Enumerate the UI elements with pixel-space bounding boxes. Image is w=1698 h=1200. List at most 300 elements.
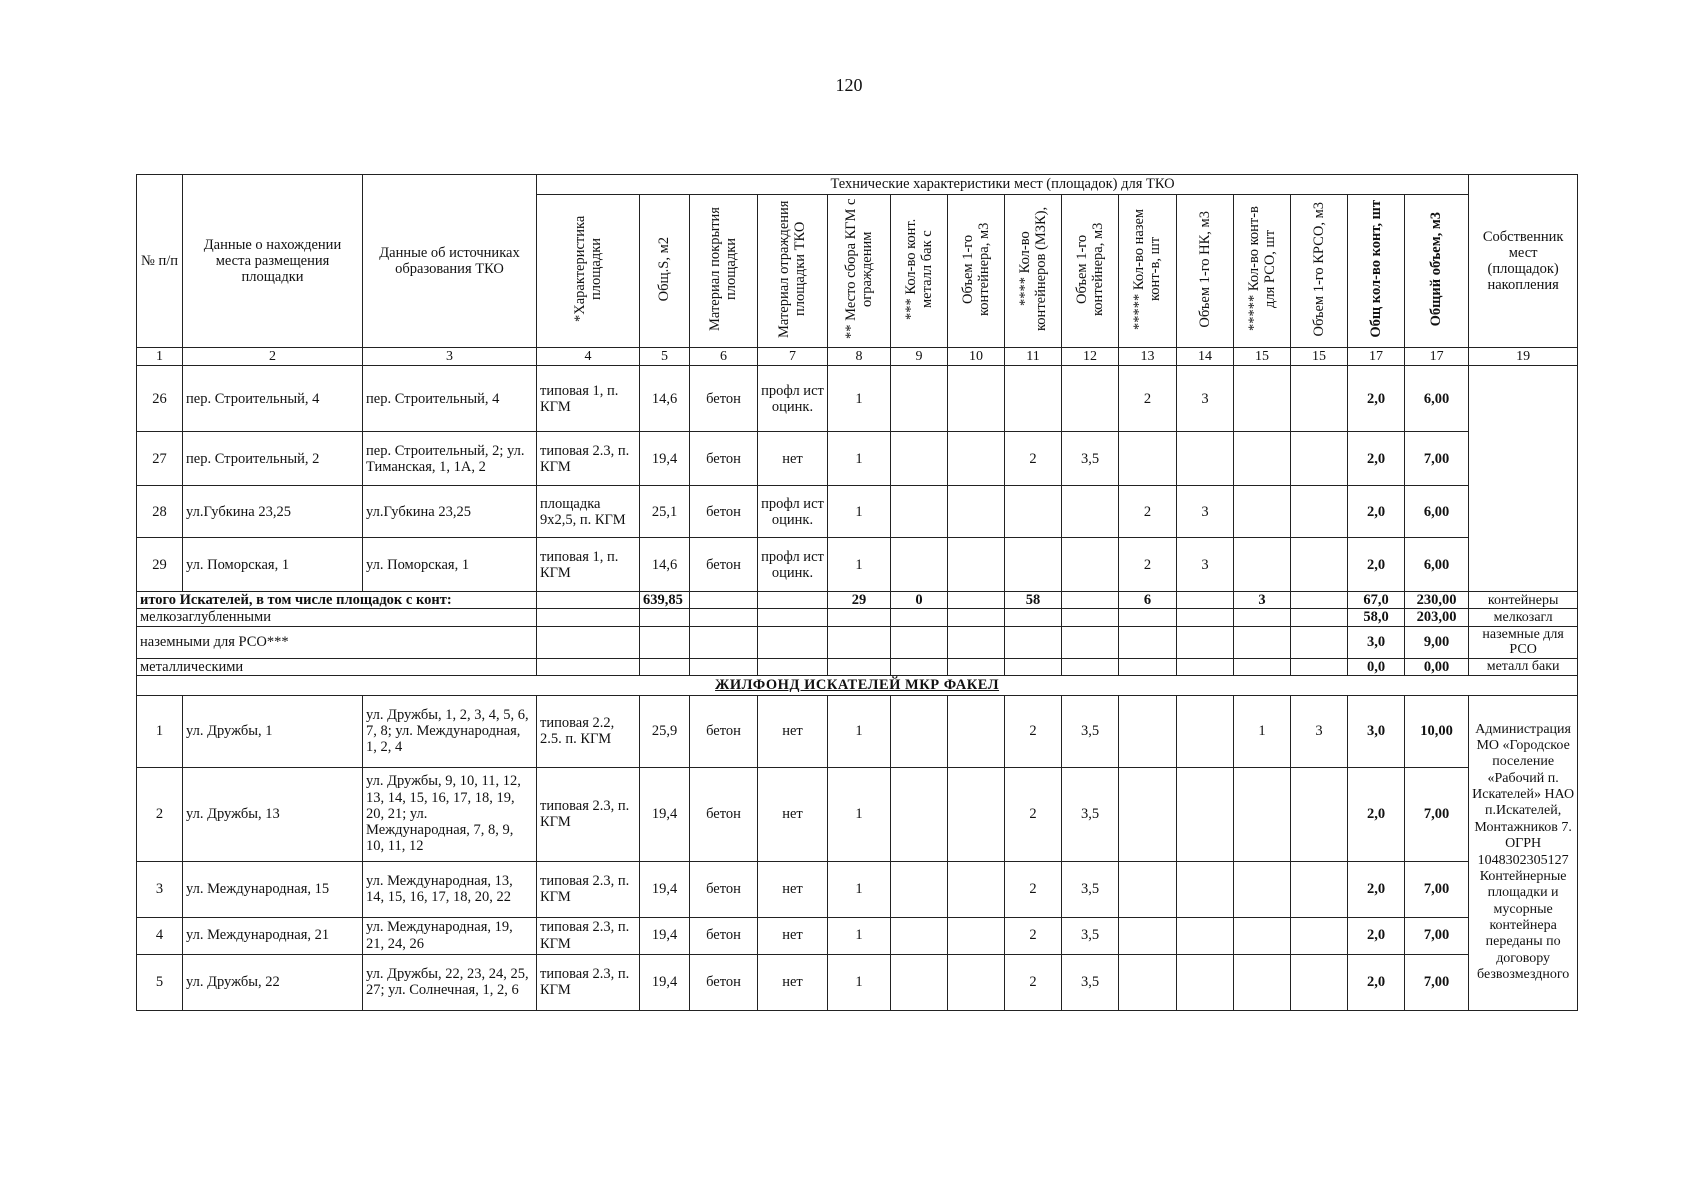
table-row: [137, 954, 1578, 1010]
cell-kgm: 1: [828, 366, 891, 432]
header-col-4: [537, 195, 640, 348]
summary-area: 639,85: [640, 592, 690, 609]
cell-place: ул. Международная, 15: [183, 861, 363, 917]
column-number: 6: [690, 348, 758, 366]
cell-area: 19,4: [640, 432, 690, 486]
cell-sources: ул. Дружбы, 22, 23, 24, 25, 27; ул. Солнечная, 1, 2, 6: [363, 954, 537, 1010]
cell-mzk: 2: [1005, 767, 1062, 861]
header-col-17: [1348, 195, 1405, 348]
cell-nk: [1119, 917, 1177, 954]
cell-fence: нет: [758, 954, 828, 1010]
cell-type: типовая 1, п. КГМ: [537, 366, 640, 432]
summary-empty-cell: [758, 609, 828, 626]
cell-kgm: 1: [828, 861, 891, 917]
column-number: 14: [1177, 348, 1234, 366]
summary-empty-cell: [1062, 626, 1119, 658]
cell-area: 14,6: [640, 366, 690, 432]
header-col-11-label: **** Кол-во контейнеров (МЗК),: [1016, 206, 1049, 332]
summary-empty-cell: [537, 609, 640, 626]
header-col-13: [1119, 195, 1177, 348]
cell-area: 19,4: [640, 767, 690, 861]
cell-nk: [1119, 432, 1177, 486]
cell-metal: [891, 366, 948, 432]
cell-n: 29: [137, 538, 183, 592]
cell-total: 2,0: [1348, 767, 1405, 861]
header-col-8-label: ** Место сбора КГМ с огражденим: [842, 198, 875, 340]
cell-cover: бетон: [690, 954, 758, 1010]
table-row: [137, 917, 1578, 954]
summary-empty-cell: [1291, 609, 1348, 626]
summary-empty-cell: [1062, 659, 1119, 676]
cell-cover: бетон: [690, 366, 758, 432]
header-col-13-label: ***** Кол-во назем конт-в, шт: [1131, 208, 1164, 330]
cell-v2: [1062, 366, 1119, 432]
cell-v1: [948, 432, 1005, 486]
cell-vrso: [1291, 861, 1348, 917]
summary-label: итого Искателей, в том числе площадок с конт:: [137, 592, 537, 609]
summary-owner: мелкозагл: [1469, 609, 1578, 626]
summary-label: мелкозаглубленными: [137, 609, 537, 626]
cell-v2: [1062, 538, 1119, 592]
summary-empty-cell: [690, 592, 758, 609]
cell-area: 19,4: [640, 861, 690, 917]
summary-volume: 230,00: [1405, 592, 1469, 609]
page-number: 120: [835, 75, 863, 95]
cell-kgm: 1: [828, 767, 891, 861]
cell-type: типовая 2.3, п. КГМ: [537, 917, 640, 954]
cell-nk: [1119, 861, 1177, 917]
summary-empty-cell: [1234, 659, 1291, 676]
summary-empty-cell: [948, 659, 1005, 676]
summary-empty-cell: [758, 659, 828, 676]
summary-count: 3,0: [1348, 626, 1405, 658]
cell-mzk: 2: [1005, 695, 1062, 767]
header-col-12: [1062, 195, 1119, 348]
summary-empty-cell: [1291, 626, 1348, 658]
cell-vrso: 3: [1291, 695, 1348, 767]
cell-owner-empty: [1469, 366, 1578, 592]
cell-v1: [948, 954, 1005, 1010]
cell-rso: [1234, 432, 1291, 486]
summary-empty-cell: [1234, 609, 1291, 626]
summary-empty-cell: [640, 626, 690, 658]
column-number: 19: [1469, 348, 1578, 366]
column-number: 17: [1405, 348, 1469, 366]
cell-place: пер. Строительный, 4: [183, 366, 363, 432]
cell-vrso: [1291, 538, 1348, 592]
header-col-5: [640, 195, 690, 348]
summary-count: 67,0: [1348, 592, 1405, 609]
summary-row-total: [137, 592, 1578, 609]
summary-empty-cell: [828, 609, 891, 626]
cell-v2: 3,5: [1062, 767, 1119, 861]
cell-v2: 3,5: [1062, 695, 1119, 767]
header-sources: Данные об источниках образования ТКО: [363, 175, 537, 348]
cell-n: 1: [137, 695, 183, 767]
column-number: 8: [828, 348, 891, 366]
summary-empty-cell: [1062, 609, 1119, 626]
cell-cover: бетон: [690, 538, 758, 592]
summary-empty-cell: [1291, 592, 1348, 609]
header-location: Данные о нахождении места размещения площадки: [183, 175, 363, 348]
cell-type: типовая 1, п. КГМ: [537, 538, 640, 592]
cell-sources: пер. Строительный, 2; ул. Тиманская, 1, 1А, 2: [363, 432, 537, 486]
column-number: 15: [1234, 348, 1291, 366]
summary-empty-cell: [537, 659, 640, 676]
summary-empty-cell: [891, 659, 948, 676]
column-number: 11: [1005, 348, 1062, 366]
cell-place: ул. Поморская, 1: [183, 538, 363, 592]
cell-owner: Администрация МО «Городское поселение «Рабочий п. Искателей» НАО п.Искателей, Монтажников 7. ОГРН 1048302305127 Контейнерные площадки и мусорные контейнера переданы по договору безвозмездного: [1469, 695, 1578, 1010]
summary-empty-cell: [690, 659, 758, 676]
cell-rso: [1234, 767, 1291, 861]
column-number: 13: [1119, 348, 1177, 366]
cell-sources: ул. Международная, 19, 21, 24, 26: [363, 917, 537, 954]
cell-nk: [1119, 954, 1177, 1010]
cell-n: 4: [137, 917, 183, 954]
cell-place: ул. Дружбы, 13: [183, 767, 363, 861]
summary-empty-cell: [1177, 609, 1234, 626]
column-number: 17: [1348, 348, 1405, 366]
summary-row-mzk: [137, 609, 1578, 626]
summary-empty-cell: [537, 592, 640, 609]
table-row: [137, 486, 1578, 538]
summary-empty-cell: [690, 609, 758, 626]
summary-metal: 0: [891, 592, 948, 609]
header-col-8: [828, 195, 891, 348]
summary-empty-cell: [948, 592, 1005, 609]
cell-vrso: [1291, 917, 1348, 954]
cell-fence: нет: [758, 695, 828, 767]
header-col-10: [948, 195, 1005, 348]
cell-rso: [1234, 917, 1291, 954]
cell-rso: [1234, 486, 1291, 538]
cell-fence: профл ист оцинк.: [758, 538, 828, 592]
cell-v1: [948, 695, 1005, 767]
summary-empty-cell: [1177, 592, 1234, 609]
summary-label: металлическими: [137, 659, 537, 676]
cell-v2: 3,5: [1062, 954, 1119, 1010]
column-number: 4: [537, 348, 640, 366]
cell-v1: [948, 366, 1005, 432]
cell-n: 27: [137, 432, 183, 486]
summary-rso: 3: [1234, 592, 1291, 609]
summary-volume: 9,00: [1405, 626, 1469, 658]
cell-cover: бетон: [690, 917, 758, 954]
summary-owner: контейнеры: [1469, 592, 1578, 609]
cell-sources: ул. Дружбы, 1, 2, 3, 4, 5, 6, 7, 8; ул. Международная, 1, 2, 4: [363, 695, 537, 767]
cell-kgm: 1: [828, 917, 891, 954]
column-number: 3: [363, 348, 537, 366]
cell-vnk: [1177, 954, 1234, 1010]
header-col-14: [1177, 195, 1234, 348]
header-col-6-label: Материал покрытия площадки: [707, 207, 740, 331]
cell-mzk: [1005, 486, 1062, 538]
cell-v2: 3,5: [1062, 432, 1119, 486]
summary-kgm: 29: [828, 592, 891, 609]
summary-owner: наземные для РСО: [1469, 626, 1578, 658]
cell-metal: [891, 861, 948, 917]
header-col-18-label: Общий объем, м3: [1428, 211, 1445, 327]
cell-metal: [891, 767, 948, 861]
cell-kgm: 1: [828, 538, 891, 592]
cell-metal: [891, 432, 948, 486]
header-col-9-label: *** Кол-во конт. металл бак с: [902, 218, 935, 320]
summary-empty-cell: [640, 609, 690, 626]
header-technical-group: Технические характеристики мест (площадок) для ТКО: [537, 175, 1469, 195]
header-col-16-label: Объем 1-го КРСО, м3: [1310, 201, 1327, 337]
summary-empty-cell: [1005, 609, 1062, 626]
cell-total: 2,0: [1348, 538, 1405, 592]
summary-row-rso: [137, 626, 1578, 658]
cell-vrso: [1291, 954, 1348, 1010]
cell-metal: [891, 486, 948, 538]
cell-fence: нет: [758, 767, 828, 861]
cell-v2: 3,5: [1062, 917, 1119, 954]
cell-vnk: 3: [1177, 538, 1234, 592]
cell-area: 14,6: [640, 538, 690, 592]
cell-n: 2: [137, 767, 183, 861]
cell-volume: 7,00: [1405, 432, 1469, 486]
header-col-5-label: Общ.S, м2: [656, 236, 673, 302]
summary-empty-cell: [1005, 626, 1062, 658]
cell-place: ул. Международная, 21: [183, 917, 363, 954]
cell-vnk: [1177, 861, 1234, 917]
cell-volume: 7,00: [1405, 767, 1469, 861]
cell-volume: 10,00: [1405, 695, 1469, 767]
cell-volume: 6,00: [1405, 538, 1469, 592]
cell-fence: нет: [758, 432, 828, 486]
summary-empty-cell: [891, 626, 948, 658]
summary-empty-cell: [690, 626, 758, 658]
cell-fence: профл ист оцинк.: [758, 366, 828, 432]
cell-nk: 2: [1119, 366, 1177, 432]
cell-nk: [1119, 695, 1177, 767]
cell-cover: бетон: [690, 432, 758, 486]
cell-mzk: [1005, 366, 1062, 432]
cell-total: 2,0: [1348, 917, 1405, 954]
column-number: 15: [1291, 348, 1348, 366]
header-col-4-label: *Характеристика площадки: [571, 215, 604, 323]
column-number: 12: [1062, 348, 1119, 366]
summary-nk: 6: [1119, 592, 1177, 609]
header-col-18: [1405, 195, 1469, 348]
summary-volume: 203,00: [1405, 609, 1469, 626]
cell-total: 2,0: [1348, 486, 1405, 538]
column-number: 10: [948, 348, 1005, 366]
cell-total: 3,0: [1348, 695, 1405, 767]
summary-empty-cell: [891, 609, 948, 626]
cell-volume: 7,00: [1405, 954, 1469, 1010]
cell-vrso: [1291, 432, 1348, 486]
table-row: [137, 861, 1578, 917]
cell-cover: бетон: [690, 861, 758, 917]
header-col-11: [1005, 195, 1062, 348]
cell-cover: бетон: [690, 767, 758, 861]
header-col-12-label: Объем 1-го контейнера, м3: [1073, 222, 1106, 316]
cell-total: 2,0: [1348, 366, 1405, 432]
cell-cover: бетон: [690, 695, 758, 767]
summary-empty-cell: [758, 626, 828, 658]
cell-vrso: [1291, 767, 1348, 861]
header-col-7: [758, 195, 828, 348]
summary-empty-cell: [1062, 592, 1119, 609]
header-col-15-label: ***** Кол-во конт-в для РСО, шт: [1245, 206, 1278, 332]
cell-sources: ул. Международная, 13, 14, 15, 16, 17, 18, 20, 22: [363, 861, 537, 917]
cell-type: типовая 2.3, п. КГМ: [537, 861, 640, 917]
summary-empty-cell: [640, 659, 690, 676]
cell-rso: [1234, 538, 1291, 592]
summary-empty-cell: [758, 592, 828, 609]
cell-v1: [948, 767, 1005, 861]
cell-metal: [891, 954, 948, 1010]
cell-n: 26: [137, 366, 183, 432]
cell-volume: 6,00: [1405, 366, 1469, 432]
summary-row-metal: [137, 659, 1578, 676]
cell-vrso: [1291, 366, 1348, 432]
cell-type: площадка 9х2,5, п. КГМ: [537, 486, 640, 538]
cell-vnk: [1177, 767, 1234, 861]
cell-area: 25,9: [640, 695, 690, 767]
header-col-7-label: Материал отраждения площадки ТКО: [776, 200, 809, 338]
cell-metal: [891, 538, 948, 592]
table-row: [137, 767, 1578, 861]
cell-kgm: 1: [828, 486, 891, 538]
cell-v1: [948, 486, 1005, 538]
header-number: № п/п: [137, 175, 183, 348]
cell-volume: 7,00: [1405, 917, 1469, 954]
cell-nk: 2: [1119, 538, 1177, 592]
cell-type: типовая 2.3, п. КГМ: [537, 432, 640, 486]
summary-volume: 0,00: [1405, 659, 1469, 676]
table-row: [137, 366, 1578, 432]
summary-empty-cell: [1177, 626, 1234, 658]
cell-place: ул. Дружбы, 22: [183, 954, 363, 1010]
cell-area: 25,1: [640, 486, 690, 538]
cell-metal: [891, 695, 948, 767]
cell-fence: профл ист оцинк.: [758, 486, 828, 538]
summary-empty-cell: [1119, 609, 1177, 626]
summary-empty-cell: [1234, 626, 1291, 658]
cell-fence: нет: [758, 861, 828, 917]
cell-mzk: 2: [1005, 861, 1062, 917]
cell-v1: [948, 861, 1005, 917]
cell-type: типовая 2.3, п. КГМ: [537, 954, 640, 1010]
cell-nk: 2: [1119, 486, 1177, 538]
header-col-9: [891, 195, 948, 348]
summary-owner: металл баки: [1469, 659, 1578, 676]
column-number: 7: [758, 348, 828, 366]
column-number: 9: [891, 348, 948, 366]
cell-place: ул.Губкина 23,25: [183, 486, 363, 538]
cell-place: ул. Дружбы, 1: [183, 695, 363, 767]
cell-vrso: [1291, 486, 1348, 538]
section-title: ЖИЛФОНД ИСКАТЕЛЕЙ МКР ФАКЕЛ: [137, 676, 1578, 695]
header-col-14-label: Объем 1-го НК, м3: [1196, 210, 1213, 328]
table-row: [137, 432, 1578, 486]
cell-vnk: [1177, 432, 1234, 486]
cell-type: типовая 2.3, п. КГМ: [537, 767, 640, 861]
cell-sources: пер. Строительный, 4: [363, 366, 537, 432]
summary-empty-cell: [1119, 626, 1177, 658]
cell-v2: [1062, 486, 1119, 538]
cell-area: 19,4: [640, 917, 690, 954]
summary-empty-cell: [948, 626, 1005, 658]
header-col-17-label: Общ кол-во конт, шт: [1367, 200, 1384, 338]
summary-empty-cell: [1119, 659, 1177, 676]
summary-empty-cell: [537, 626, 640, 658]
cell-mzk: [1005, 538, 1062, 592]
cell-kgm: 1: [828, 695, 891, 767]
cell-vnk: 3: [1177, 486, 1234, 538]
header-col-10-label: Объем 1-го контейнера, м3: [959, 222, 992, 316]
cell-rso: [1234, 861, 1291, 917]
table-row: [137, 538, 1578, 592]
cell-vnk: [1177, 695, 1234, 767]
summary-label: наземными для РСО***: [137, 626, 537, 658]
cell-place: пер. Строительный, 2: [183, 432, 363, 486]
cell-type: типовая 2.2, 2.5. п. КГМ: [537, 695, 640, 767]
cell-total: 2,0: [1348, 432, 1405, 486]
cell-sources: ул.Губкина 23,25: [363, 486, 537, 538]
table-row: [137, 695, 1578, 767]
cell-fence: нет: [758, 917, 828, 954]
cell-n: 28: [137, 486, 183, 538]
summary-empty-cell: [1005, 659, 1062, 676]
summary-empty-cell: [1291, 659, 1348, 676]
summary-empty-cell: [828, 659, 891, 676]
cell-n: 3: [137, 861, 183, 917]
waste-sites-table: [136, 174, 1578, 1011]
cell-rso: [1234, 366, 1291, 432]
cell-sources: ул. Дружбы, 9, 10, 11, 12, 13, 14, 15, 16, 17, 18, 19, 20, 21; ул. Международная, 7, 8, 9, 10, 11, 12: [363, 767, 537, 861]
header-col-6: [690, 195, 758, 348]
cell-mzk: 2: [1005, 917, 1062, 954]
header-owner: Собственник мест (площадок) накопления: [1469, 175, 1578, 348]
cell-rso: 1: [1234, 695, 1291, 767]
summary-empty-cell: [828, 626, 891, 658]
summary-count: 0,0: [1348, 659, 1405, 676]
cell-total: 2,0: [1348, 861, 1405, 917]
cell-mzk: 2: [1005, 954, 1062, 1010]
column-number: 2: [183, 348, 363, 366]
cell-area: 19,4: [640, 954, 690, 1010]
cell-n: 5: [137, 954, 183, 1010]
cell-metal: [891, 917, 948, 954]
cell-v1: [948, 538, 1005, 592]
cell-v2: 3,5: [1062, 861, 1119, 917]
header-col-15: [1234, 195, 1291, 348]
cell-rso: [1234, 954, 1291, 1010]
cell-kgm: 1: [828, 432, 891, 486]
cell-mzk: 2: [1005, 432, 1062, 486]
header-col-16: [1291, 195, 1348, 348]
cell-volume: 6,00: [1405, 486, 1469, 538]
summary-empty-cell: [1177, 659, 1234, 676]
summary-empty-cell: [948, 609, 1005, 626]
cell-cover: бетон: [690, 486, 758, 538]
cell-total: 2,0: [1348, 954, 1405, 1010]
column-number: 5: [640, 348, 690, 366]
cell-v1: [948, 917, 1005, 954]
cell-volume: 7,00: [1405, 861, 1469, 917]
cell-kgm: 1: [828, 954, 891, 1010]
summary-count: 58,0: [1348, 609, 1405, 626]
cell-vnk: 3: [1177, 366, 1234, 432]
cell-vnk: [1177, 917, 1234, 954]
cell-sources: ул. Поморская, 1: [363, 538, 537, 592]
cell-nk: [1119, 767, 1177, 861]
